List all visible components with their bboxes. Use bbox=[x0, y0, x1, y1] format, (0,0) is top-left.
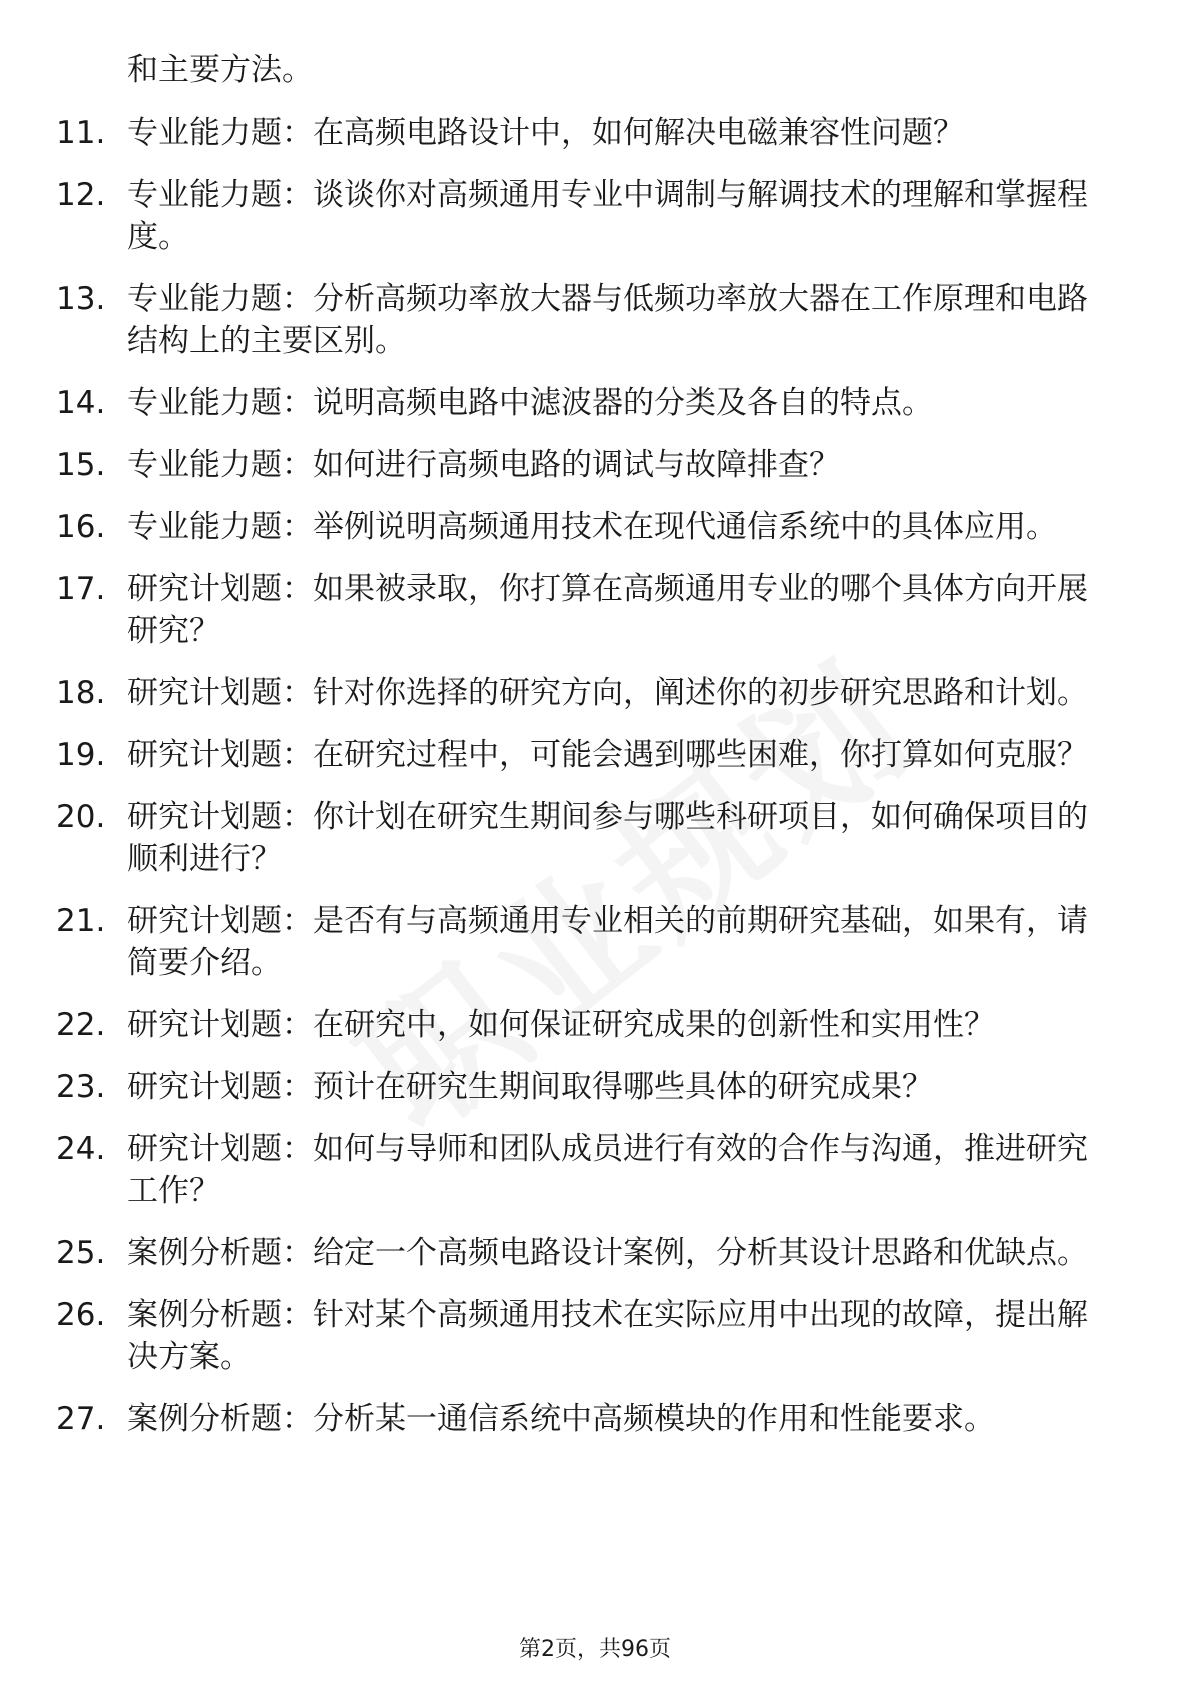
question-list bbox=[0, 112, 1190, 1460]
item-category: 专业能力题： bbox=[127, 281, 313, 317]
list-item bbox=[0, 1066, 1190, 1108]
item-category: 案例分析题： bbox=[127, 1297, 313, 1333]
item-text: 说明高频电路中滤波器的分类及各自的特点。 bbox=[313, 385, 933, 421]
item-number: 16. bbox=[56, 509, 106, 545]
item-text: 在高频电路设计中，如何解决电磁兼容性问题？ bbox=[313, 115, 964, 151]
list-item bbox=[0, 1232, 1190, 1274]
item-number: 23. bbox=[56, 1069, 106, 1105]
list-item bbox=[0, 900, 1190, 984]
item-number: 19. bbox=[56, 737, 106, 773]
item-text: 如何进行高频电路的调试与故障排查？ bbox=[313, 447, 840, 483]
item-category: 专业能力题： bbox=[127, 385, 313, 421]
list-item bbox=[0, 444, 1190, 486]
item-number: 24. bbox=[56, 1131, 106, 1167]
item-text: 针对某个高频通用技术在实际应用中出现的故障，提出解决方案。 bbox=[127, 1297, 1088, 1375]
item-category: 研究计划题： bbox=[127, 903, 313, 939]
item-number: 27. bbox=[56, 1401, 106, 1437]
item-text: 给定一个高频电路设计案例，分析其设计思路和优缺点。 bbox=[313, 1235, 1088, 1271]
item-number: 20. bbox=[56, 799, 106, 835]
item-category: 研究计划题： bbox=[127, 1069, 313, 1105]
list-item bbox=[0, 568, 1190, 652]
item-text: 谈谈你对高频通用专业中调制与解调技术的理解和掌握程度。 bbox=[127, 177, 1088, 255]
item-text: 在研究过程中，可能会遇到哪些困难，你打算如何克服？ bbox=[313, 737, 1088, 773]
item-category: 研究计划题： bbox=[127, 799, 313, 835]
item-number: 26. bbox=[56, 1297, 106, 1333]
list-item bbox=[0, 1398, 1190, 1440]
item-text: 如何与导师和团队成员进行有效的合作与沟通，推进研究工作？ bbox=[127, 1131, 1088, 1209]
item-number: 18. bbox=[56, 675, 106, 711]
list-item bbox=[0, 382, 1190, 424]
item-number: 17. bbox=[56, 571, 106, 607]
list-item bbox=[0, 796, 1190, 880]
list-item bbox=[0, 734, 1190, 776]
item-category: 专业能力题： bbox=[127, 509, 313, 545]
item-category: 研究计划题： bbox=[127, 1007, 313, 1043]
item-text: 在研究中，如何保证研究成果的创新性和实用性？ bbox=[313, 1007, 995, 1043]
item-number: 13. bbox=[56, 281, 106, 317]
item-text: 举例说明高频通用技术在现代通信系统中的具体应用。 bbox=[313, 509, 1057, 545]
list-item bbox=[0, 174, 1190, 258]
item-number: 12. bbox=[56, 177, 106, 213]
item-category: 研究计划题： bbox=[127, 737, 313, 773]
item-text: 针对你选择的研究方向，阐述你的初步研究思路和计划。 bbox=[313, 675, 1088, 711]
item-category: 专业能力题： bbox=[127, 177, 313, 213]
item-text: 是否有与高频通用专业相关的前期研究基础，如果有，请简要介绍。 bbox=[127, 903, 1088, 981]
list-item bbox=[0, 506, 1190, 548]
item-text: 你计划在研究生期间参与哪些科研项目，如何确保项目的顺利进行？ bbox=[127, 799, 1088, 877]
item-category: 研究计划题： bbox=[127, 675, 313, 711]
item-text: 预计在研究生期间取得哪些具体的研究成果？ bbox=[313, 1069, 933, 1105]
list-item bbox=[0, 672, 1190, 714]
item-text: 分析某一通信系统中高频模块的作用和性能要求。 bbox=[313, 1401, 995, 1437]
item-number: 14. bbox=[56, 385, 106, 421]
item-category: 专业能力题： bbox=[127, 447, 313, 483]
item-category: 专业能力题： bbox=[127, 115, 313, 151]
item-number: 15. bbox=[56, 447, 106, 483]
list-item bbox=[0, 1128, 1190, 1212]
item-category: 研究计划题： bbox=[127, 571, 313, 607]
item-category: 案例分析题： bbox=[127, 1401, 313, 1437]
page-footer: 第2页，共96页 bbox=[519, 1637, 671, 1662]
list-item bbox=[0, 1294, 1190, 1378]
list-item bbox=[0, 278, 1190, 362]
item-category: 案例分析题： bbox=[127, 1235, 313, 1271]
item-number: 21. bbox=[56, 903, 106, 939]
item-number: 11. bbox=[56, 115, 106, 151]
item-text: 分析高频功率放大器与低频功率放大器在工作原理和电路结构上的主要区别。 bbox=[127, 281, 1088, 359]
list-item bbox=[0, 1004, 1190, 1046]
continuation-text: 和主要方法。 bbox=[127, 52, 313, 88]
list-item bbox=[0, 112, 1190, 154]
item-category: 研究计划题： bbox=[127, 1131, 313, 1167]
item-number: 22. bbox=[56, 1007, 106, 1043]
item-text: 如果被录取，你打算在高频通用专业的哪个具体方向开展研究？ bbox=[127, 571, 1088, 649]
item-number: 25. bbox=[56, 1235, 106, 1271]
